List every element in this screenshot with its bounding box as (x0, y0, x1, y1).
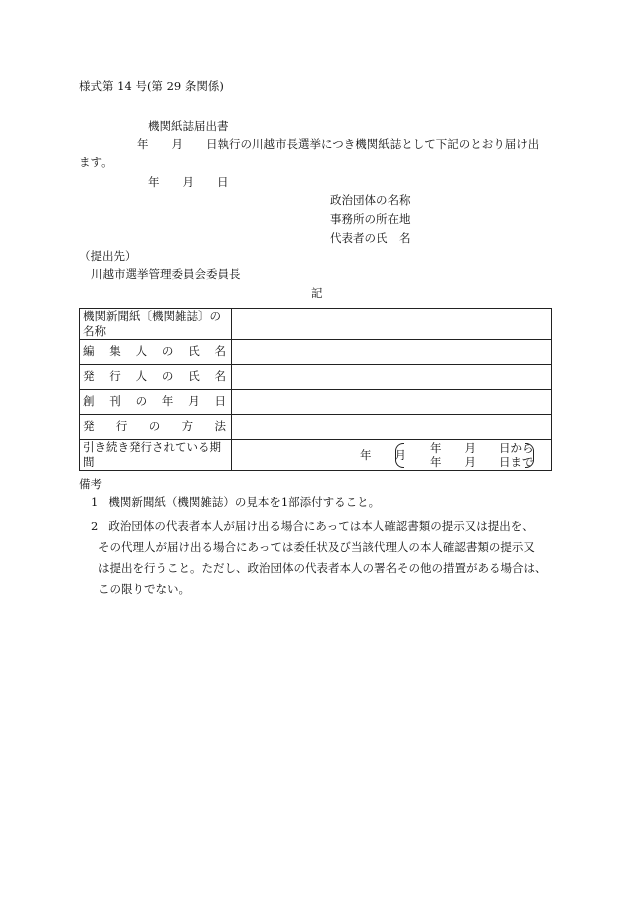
right-bracket (525, 443, 534, 468)
intro-line-2: ます。 (79, 155, 113, 169)
issue-method-field[interactable] (232, 414, 552, 439)
registration-table (79, 308, 552, 471)
intro-text: 日執行の川越市長選挙につき機関紙誌として下記のとおり届け出 (206, 137, 540, 151)
row-label-publisher-name: 発 行 人 の 氏 名 (80, 364, 232, 389)
date-day: 日 (217, 175, 229, 189)
row-label-continuous-period: 引き続き発行されている期 間 (80, 439, 232, 470)
table-row (80, 439, 552, 470)
continuous-period-field[interactable] (232, 439, 552, 470)
remark-item-2: 2 政治団体の代表者本人が届け出る場合にあっては本人確認書類の提示又は提出を、 その代理人が届け出る場合にあっては委任状及び当該代理人の本人確認書類の提示又 は提出を行うこと。ただし、政治団体の代表者本人の署名その他の措置がある場合は、 この限りでない。 (91, 519, 547, 596)
row-label-issue-method: 発 行 の 方 法 (80, 414, 232, 439)
table-row (80, 364, 552, 389)
left-bracket (395, 443, 404, 468)
editor-name-field[interactable] (232, 339, 552, 364)
table-row (80, 309, 552, 340)
recipient-name: 川越市選挙管理委員会委員長 (91, 267, 241, 281)
first-issue-date-field[interactable] (232, 389, 552, 414)
row-label-editor-name: 編 集 人 の 氏 名 (80, 339, 232, 364)
intro-month: 月 (171, 137, 183, 151)
signature-office-address: 事務所の所在地 (330, 212, 411, 226)
intro-year: 年 (137, 137, 149, 151)
publisher-name-field[interactable] (232, 364, 552, 389)
row-label-first-issue-date: 創 刊 の 年 月 日 (80, 389, 232, 414)
remarks-title: 備考 (79, 477, 102, 491)
ki-heading: 記 (311, 286, 323, 300)
table-row (80, 414, 552, 439)
date-year: 年 (148, 175, 160, 189)
intro-line-1 (79, 137, 539, 153)
date-month: 月 (182, 175, 194, 189)
period-year-month: 年 月 (360, 447, 406, 462)
document-title: 機関紙誌届出書 (148, 119, 229, 133)
recipient-label: （提出先） (79, 249, 137, 263)
remark-item-1: 1 機関新聞紙（機関雑誌）の見本を1部添付すること。 (91, 495, 381, 509)
row-label-newspaper-name: 機関新聞紙〔機関雑誌〕の 名称 (80, 309, 232, 340)
period-to: 年 月 日まで (430, 454, 534, 469)
period-from: 年 月 日から (430, 440, 534, 455)
signature-org-name: 政治団体の名称 (330, 193, 411, 207)
signature-representative: 代表者の氏 名 (330, 231, 411, 245)
table-row (80, 339, 552, 364)
form-number: 様式第 14 号(第 29 条関係) (79, 79, 224, 93)
newspaper-name-field[interactable] (232, 309, 552, 340)
date-line (148, 175, 229, 191)
table-row (80, 389, 552, 414)
